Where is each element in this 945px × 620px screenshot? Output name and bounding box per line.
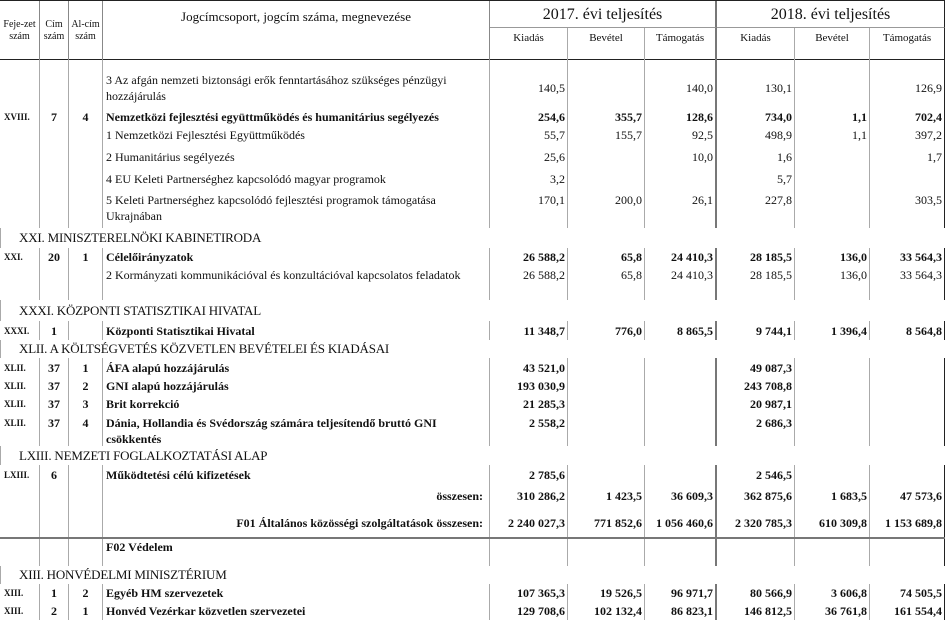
alcim-cell: 3 <box>69 395 103 413</box>
name-cell: GNI alapú hozzájárulás <box>103 377 490 395</box>
kiadas-2017-cell: 193 030,9 <box>490 377 568 395</box>
table-row <box>0 584 945 602</box>
header-fejezet: Feje-zet szám <box>0 1 40 61</box>
kiadas-2017-cell: 170,1 <box>490 190 568 228</box>
table-row <box>0 68 945 108</box>
empty-cell <box>870 60 945 68</box>
kiadas-2018-cell: 2 546,5 <box>717 465 795 484</box>
tamogatas-2017-cell: 10,0 <box>645 145 717 168</box>
alcim-cell: 4 <box>69 108 103 125</box>
bevetel-2018-cell <box>795 395 870 413</box>
fejezet-cell: LXIII. <box>0 465 40 484</box>
bevetel-2018-cell <box>795 537 870 566</box>
cim-cell <box>40 190 69 228</box>
divider <box>0 537 945 539</box>
kiadas-2017-cell: 55,7 <box>490 125 568 145</box>
tamogatas-2018-cell: 303,5 <box>870 190 945 228</box>
header-col: Kiadás <box>717 28 795 61</box>
tamogatas-2018-cell <box>870 413 945 446</box>
name-cell: 5 Keleti Partnerséghez kapcsolódó fejlesztési programok támogatása Ukrajnában <box>103 190 490 228</box>
kiadas-2017-cell: 21 285,3 <box>490 395 568 413</box>
name-cell: 2 Humanitárius segélyezés <box>103 145 490 168</box>
tamogatas-2018-cell: 1,7 <box>870 145 945 168</box>
tamogatas-2017-cell <box>645 465 717 484</box>
cim-cell: 37 <box>40 395 69 413</box>
cim-cell: 37 <box>40 413 69 446</box>
kiadas-2018-cell: 734,0 <box>717 108 795 125</box>
name-cell: 2 Kormányzati kommunikációval és konzultációval kapcsolatos feladatok <box>103 265 490 300</box>
kiadas-2018-cell: 2 686,3 <box>717 413 795 446</box>
tamogatas-2017-cell: 140,0 <box>645 68 717 108</box>
table-row <box>0 358 945 377</box>
empty-cell <box>645 60 717 68</box>
table-row <box>0 321 945 340</box>
fejezet-cell <box>0 508 40 537</box>
bevetel-2017-cell <box>568 358 645 377</box>
tamogatas-2018-cell <box>870 465 945 484</box>
fejezet-cell <box>0 168 40 190</box>
cim-cell <box>40 537 69 566</box>
kiadas-2018-cell: 227,8 <box>717 190 795 228</box>
tamogatas-2018-cell: 33 564,3 <box>870 265 945 300</box>
kiadas-2017-cell: 2 558,2 <box>490 413 568 446</box>
kiadas-2018-cell: 20 987,1 <box>717 395 795 413</box>
name-cell: Honvéd Vezérkar közvetlen szervezetei <box>103 602 490 620</box>
kiadas-2017-cell: 25,6 <box>490 145 568 168</box>
tamogatas-2018-cell: 126,9 <box>870 68 945 108</box>
tamogatas-2018-cell: 74 505,5 <box>870 584 945 602</box>
bevetel-2018-cell <box>795 145 870 168</box>
alcim-cell: 1 <box>69 248 103 265</box>
cim-cell <box>40 508 69 537</box>
name-cell: 3 Az afgán nemzeti biztonsági erők fenntartásához szükséges pénzügyi hozzájárulás <box>103 68 490 108</box>
header-cim: Cím szám <box>40 1 69 61</box>
tamogatas-2017-cell <box>645 377 717 395</box>
table-row <box>0 108 945 125</box>
kiadas-2018-cell: 28 185,5 <box>717 265 795 300</box>
bevetel-2017-cell: 65,8 <box>568 248 645 265</box>
alcim-cell <box>69 508 103 537</box>
bevetel-2017-cell: 1 423,5 <box>568 484 645 508</box>
bevetel-2018-cell <box>795 465 870 484</box>
alcim-cell: 4 <box>69 413 103 446</box>
tamogatas-2018-cell: 161 554,4 <box>870 602 945 620</box>
tamogatas-2017-cell <box>645 413 717 446</box>
alcim-cell: 2 <box>69 377 103 395</box>
alcim-cell: 1 <box>69 358 103 377</box>
cim-cell: 7 <box>40 108 69 125</box>
tamogatas-2018-cell <box>870 358 945 377</box>
cim-cell: 6 <box>40 465 69 484</box>
kiadas-2017-cell: 2 240 027,3 <box>490 508 568 537</box>
name-cell: összesen: <box>103 484 490 508</box>
header-year-2017: 2017. évi teljesítés <box>490 1 717 28</box>
cim-cell: 37 <box>40 358 69 377</box>
name-cell: Működtetési célú kifizetések <box>103 465 490 484</box>
kiadas-2017-cell: 310 286,2 <box>490 484 568 508</box>
tamogatas-2018-cell <box>870 537 945 566</box>
table-row <box>0 125 945 145</box>
table-row <box>0 602 945 620</box>
bevetel-2017-cell: 200,0 <box>568 190 645 228</box>
kiadas-2017-cell: 26 588,2 <box>490 265 568 300</box>
fejezet-cell: XLII. <box>0 413 40 446</box>
alcim-cell <box>69 125 103 145</box>
section-heading: XLII. A KÖLTSÉGVETÉS KÖZVETLEN BEVÉTELEI ÉS KIADÁSAI <box>0 340 945 358</box>
empty-cell <box>490 60 568 68</box>
bevetel-2018-cell <box>795 377 870 395</box>
empty-cell <box>69 60 103 68</box>
tamogatas-2018-cell: 47 573,6 <box>870 484 945 508</box>
tamogatas-2017-cell: 24 410,3 <box>645 265 717 300</box>
tamogatas-2017-cell <box>645 395 717 413</box>
bevetel-2017-cell: 771 852,6 <box>568 508 645 537</box>
alcim-cell <box>69 168 103 190</box>
fejezet-cell <box>0 265 40 300</box>
bevetel-2018-cell: 36 761,8 <box>795 602 870 620</box>
name-cell: ÁFA alapú hozzájárulás <box>103 358 490 377</box>
tamogatas-2018-cell <box>870 168 945 190</box>
alcim-cell <box>69 68 103 108</box>
bevetel-2017-cell <box>568 68 645 108</box>
name-cell: F01 Általános közösségi szolgáltatások összesen: <box>103 508 490 537</box>
bevetel-2018-cell <box>795 190 870 228</box>
kiadas-2017-cell: 2 785,6 <box>490 465 568 484</box>
header-col: Támogatás <box>645 28 717 61</box>
kiadas-2017-cell: 254,6 <box>490 108 568 125</box>
table-row <box>0 248 945 265</box>
alcim-cell: 1 <box>69 602 103 620</box>
table-row <box>0 484 945 508</box>
table-row <box>0 265 945 300</box>
tamogatas-2017-cell: 36 609,3 <box>645 484 717 508</box>
cim-cell <box>40 484 69 508</box>
tamogatas-2018-cell: 1 153 689,8 <box>870 508 945 537</box>
bevetel-2017-cell: 155,7 <box>568 125 645 145</box>
table-header <box>0 0 945 60</box>
fejezet-cell: XIII. <box>0 584 40 602</box>
empty-cell <box>568 60 645 68</box>
bevetel-2017-cell: 65,8 <box>568 265 645 300</box>
fejezet-cell <box>0 537 40 566</box>
kiadas-2018-cell: 1,6 <box>717 145 795 168</box>
bevetel-2017-cell: 776,0 <box>568 321 645 340</box>
cim-cell <box>40 125 69 145</box>
bevetel-2017-cell: 102 132,4 <box>568 602 645 620</box>
bevetel-2018-cell: 1,1 <box>795 108 870 125</box>
table-row <box>0 145 945 168</box>
table-row <box>0 395 945 413</box>
bevetel-2018-cell: 610 309,8 <box>795 508 870 537</box>
kiadas-2018-cell: 49 087,3 <box>717 358 795 377</box>
kiadas-2017-cell: 43 521,0 <box>490 358 568 377</box>
fejezet-cell <box>0 145 40 168</box>
tamogatas-2017-cell: 86 823,1 <box>645 602 717 620</box>
cim-cell: 20 <box>40 248 69 265</box>
cim-cell <box>40 145 69 168</box>
empty-cell <box>795 60 870 68</box>
fejezet-cell <box>0 125 40 145</box>
tamogatas-2017-cell: 1 056 460,6 <box>645 508 717 537</box>
bevetel-2017-cell <box>568 413 645 446</box>
tamogatas-2018-cell <box>870 377 945 395</box>
bevetel-2017-cell: 19 526,5 <box>568 584 645 602</box>
header-col: Bevétel <box>795 28 870 61</box>
name-cell: 1 Nemzetközi Fejlesztési Együttműködés <box>103 125 490 145</box>
alcim-cell <box>69 484 103 508</box>
name-cell: Dánia, Hollandia és Svédország számára teljesítendő bruttó GNI csökkentés <box>103 413 490 446</box>
table-row <box>0 413 945 446</box>
section-heading: LXIII. NEMZETI FOGLALKOZTATÁSI ALAP <box>0 446 945 465</box>
cim-cell <box>40 168 69 190</box>
alcim-cell <box>69 190 103 228</box>
cim-cell: 2 <box>40 602 69 620</box>
empty-cell <box>40 60 69 68</box>
kiadas-2018-cell <box>717 537 795 566</box>
section-heading: XXXI. KÖZPONTI STATISZTIKAI HIVATAL <box>0 300 945 321</box>
table-row <box>0 537 945 566</box>
bevetel-2018-cell <box>795 358 870 377</box>
header-year-2018: 2018. évi teljesítés <box>717 1 945 28</box>
section-heading: XXI. MINISZTERELNÖKI KABINETIRODA <box>0 228 945 248</box>
tamogatas-2017-cell <box>645 537 717 566</box>
tamogatas-2017-cell <box>645 168 717 190</box>
tamogatas-2017-cell: 96 971,7 <box>645 584 717 602</box>
fejezet-cell: XIII. <box>0 602 40 620</box>
alcim-cell <box>69 265 103 300</box>
kiadas-2018-cell: 80 566,9 <box>717 584 795 602</box>
kiadas-2017-cell: 129 708,6 <box>490 602 568 620</box>
kiadas-2017-cell: 107 365,3 <box>490 584 568 602</box>
tamogatas-2017-cell: 128,6 <box>645 108 717 125</box>
kiadas-2018-cell: 28 185,5 <box>717 248 795 265</box>
tamogatas-2017-cell <box>645 358 717 377</box>
alcim-cell <box>69 465 103 484</box>
table-row <box>0 508 945 537</box>
kiadas-2018-cell: 362 875,6 <box>717 484 795 508</box>
bevetel-2018-cell: 136,0 <box>795 248 870 265</box>
fejezet-cell: XXI. <box>0 248 40 265</box>
kiadas-2018-cell: 243 708,8 <box>717 377 795 395</box>
tamogatas-2017-cell: 8 865,5 <box>645 321 717 340</box>
bevetel-2017-cell <box>568 465 645 484</box>
header-col: Bevétel <box>568 28 645 61</box>
bevetel-2018-cell: 3 606,8 <box>795 584 870 602</box>
name-cell: Brit korrekció <box>103 395 490 413</box>
tamogatas-2018-cell: 397,2 <box>870 125 945 145</box>
kiadas-2018-cell: 2 320 785,3 <box>717 508 795 537</box>
header-alcim: Al-cím szám <box>69 1 103 61</box>
section-heading: XIII. HONVÉDELMI MINISZTÉRIUM <box>0 566 945 584</box>
bevetel-2018-cell: 136,0 <box>795 265 870 300</box>
alcim-cell <box>69 537 103 566</box>
cim-cell <box>40 68 69 108</box>
empty-cell <box>717 60 795 68</box>
fejezet-cell: XLII. <box>0 377 40 395</box>
tamogatas-2018-cell <box>870 395 945 413</box>
name-cell: 4 EU Keleti Partnerséghez kapcsolódó magyar programok <box>103 168 490 190</box>
kiadas-2017-cell: 11 348,7 <box>490 321 568 340</box>
kiadas-2018-cell: 130,1 <box>717 68 795 108</box>
tamogatas-2018-cell: 33 564,3 <box>870 248 945 265</box>
kiadas-2017-cell: 26 588,2 <box>490 248 568 265</box>
header-name: Jogcímcsoport, jogcím száma, megnevezése <box>103 1 490 61</box>
kiadas-2018-cell: 9 744,1 <box>717 321 795 340</box>
kiadas-2018-cell: 498,9 <box>717 125 795 145</box>
table-row <box>0 190 945 228</box>
cim-cell: 1 <box>40 584 69 602</box>
fejezet-cell: XXXI. <box>0 321 40 340</box>
name-cell: Nemzetközi fejlesztési együttműködés és humanitárius segélyezés <box>103 108 490 125</box>
name-cell: F02 Védelem <box>103 537 490 566</box>
tamogatas-2017-cell: 24 410,3 <box>645 248 717 265</box>
kiadas-2017-cell: 140,5 <box>490 68 568 108</box>
bevetel-2017-cell <box>568 395 645 413</box>
fejezet-cell: XLII. <box>0 395 40 413</box>
alcim-cell <box>69 145 103 168</box>
cim-cell <box>40 265 69 300</box>
fejezet-cell: XVIII. <box>0 108 40 125</box>
bevetel-2017-cell <box>568 377 645 395</box>
header-col: Támogatás <box>870 28 945 61</box>
bevetel-2018-cell: 1,1 <box>795 125 870 145</box>
fejezet-cell <box>0 68 40 108</box>
name-cell: Célelőirányzatok <box>103 248 490 265</box>
bevetel-2018-cell: 1 683,5 <box>795 484 870 508</box>
kiadas-2018-cell: 5,7 <box>717 168 795 190</box>
name-cell: Egyéb HM szervezetek <box>103 584 490 602</box>
kiadas-2017-cell <box>490 537 568 566</box>
bevetel-2017-cell <box>568 145 645 168</box>
fejezet-cell <box>0 484 40 508</box>
tamogatas-2018-cell: 8 564,8 <box>870 321 945 340</box>
bevetel-2018-cell <box>795 68 870 108</box>
tamogatas-2017-cell: 92,5 <box>645 125 717 145</box>
fejezet-cell: XLII. <box>0 358 40 377</box>
alcim-cell <box>69 321 103 340</box>
cim-cell: 37 <box>40 377 69 395</box>
spacer-row <box>0 60 945 68</box>
tamogatas-2018-cell: 702,4 <box>870 108 945 125</box>
alcim-cell: 2 <box>69 584 103 602</box>
bevetel-2017-cell <box>568 168 645 190</box>
empty-cell <box>0 60 40 68</box>
name-cell: Központi Statisztikai Hivatal <box>103 321 490 340</box>
fejezet-cell <box>0 190 40 228</box>
header-col: Kiadás <box>490 28 568 61</box>
bevetel-2018-cell <box>795 413 870 446</box>
table-row <box>0 168 945 190</box>
kiadas-2018-cell: 146 812,5 <box>717 602 795 620</box>
tamogatas-2017-cell: 26,1 <box>645 190 717 228</box>
kiadas-2017-cell: 3,2 <box>490 168 568 190</box>
table-row <box>0 465 945 484</box>
cim-cell: 1 <box>40 321 69 340</box>
bevetel-2018-cell <box>795 168 870 190</box>
bevetel-2017-cell: 355,7 <box>568 108 645 125</box>
table-row <box>0 377 945 395</box>
bevetel-2017-cell <box>568 537 645 566</box>
bevetel-2018-cell: 1 396,4 <box>795 321 870 340</box>
empty-cell <box>103 60 490 68</box>
